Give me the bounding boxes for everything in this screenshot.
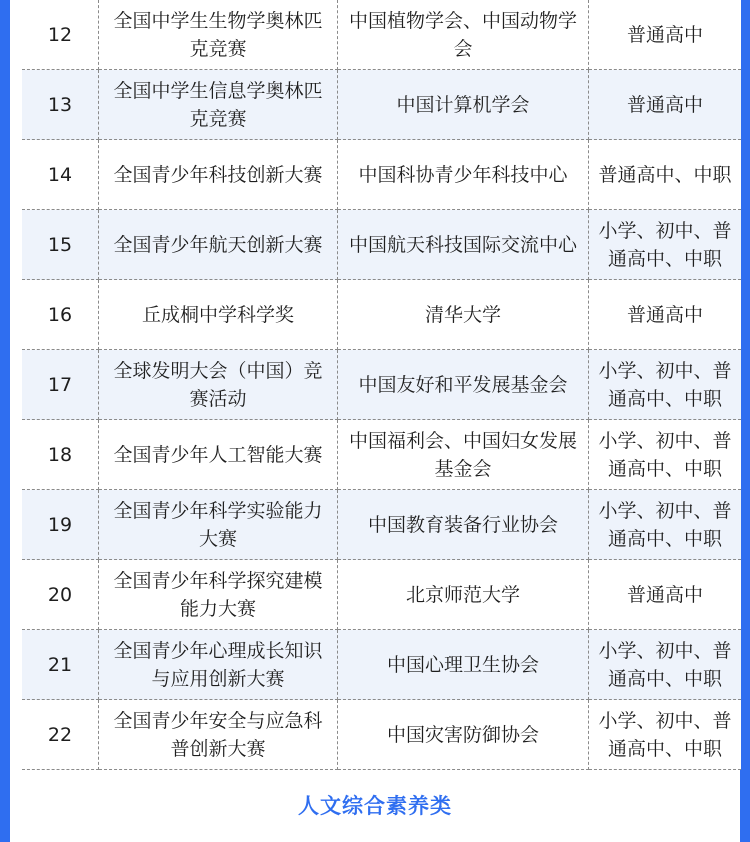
competition-name: 全国青少年科学探究建模能力大赛 <box>99 560 338 630</box>
school-level: 小学、初中、普通高中、中职 <box>589 700 742 770</box>
competition-name: 全国中学生生物学奥林匹克竞赛 <box>99 0 338 70</box>
school-level: 普通高中 <box>589 70 742 140</box>
row-number: 17 <box>22 350 99 420</box>
row-number: 16 <box>22 280 99 350</box>
competition-name: 全国青少年心理成长知识与应用创新大赛 <box>99 630 338 700</box>
organizer: 中国航天科技国际交流中心 <box>338 210 589 280</box>
competition-name: 全国青少年科技创新大赛 <box>99 140 338 210</box>
organizer: 中国心理卫生协会 <box>338 630 589 700</box>
organizer: 中国教育装备行业协会 <box>338 490 589 560</box>
organizer: 清华大学 <box>338 280 589 350</box>
organizer: 北京师范大学 <box>338 560 589 630</box>
table-row <box>22 630 741 700</box>
competition-name: 全国青少年航天创新大赛 <box>99 210 338 280</box>
competition-name: 丘成桐中学科学奖 <box>99 280 338 350</box>
competition-table <box>22 0 741 770</box>
school-level: 小学、初中、普通高中、中职 <box>589 210 742 280</box>
school-level: 小学、初中、普通高中、中职 <box>589 490 742 560</box>
organizer: 中国计算机学会 <box>338 70 589 140</box>
competition-name: 全球发明大会（中国）竞赛活动 <box>99 350 338 420</box>
school-level: 小学、初中、普通高中、中职 <box>589 420 742 490</box>
school-level: 普通高中 <box>589 280 742 350</box>
row-number: 18 <box>22 420 99 490</box>
table-row <box>22 700 741 770</box>
competition-name: 全国青少年科学实验能力大赛 <box>99 490 338 560</box>
row-number: 22 <box>22 700 99 770</box>
competition-table-body <box>22 0 741 770</box>
row-number: 15 <box>22 210 99 280</box>
section-heading: 人文综合素养类 <box>298 794 452 818</box>
organizer: 中国福利会、中国妇女发展基金会 <box>338 420 589 490</box>
row-number: 21 <box>22 630 99 700</box>
school-level: 小学、初中、普通高中、中职 <box>589 350 742 420</box>
row-number: 13 <box>22 70 99 140</box>
table-row <box>22 350 741 420</box>
row-number: 12 <box>22 0 99 70</box>
row-number: 20 <box>22 560 99 630</box>
competition-name: 全国青少年安全与应急科普创新大赛 <box>99 700 338 770</box>
table-row <box>22 70 741 140</box>
table-row <box>22 210 741 280</box>
row-number: 14 <box>22 140 99 210</box>
table-row <box>22 280 741 350</box>
organizer: 中国友好和平发展基金会 <box>338 350 589 420</box>
row-number: 19 <box>22 490 99 560</box>
organizer: 中国植物学会、中国动物学会 <box>338 0 589 70</box>
table-row <box>22 140 741 210</box>
school-level: 普通高中、中职 <box>589 140 742 210</box>
school-level: 普通高中 <box>589 560 742 630</box>
school-level: 小学、初中、普通高中、中职 <box>589 630 742 700</box>
table-row <box>22 0 741 70</box>
competition-name: 全国中学生信息学奥林匹克竞赛 <box>99 70 338 140</box>
document-page <box>10 0 740 842</box>
competition-name: 全国青少年人工智能大赛 <box>99 420 338 490</box>
organizer: 中国科协青少年科技中心 <box>338 140 589 210</box>
table-row <box>22 560 741 630</box>
organizer: 中国灾害防御协会 <box>338 700 589 770</box>
table-row <box>22 420 741 490</box>
table-row <box>22 490 741 560</box>
school-level: 普通高中 <box>589 0 742 70</box>
